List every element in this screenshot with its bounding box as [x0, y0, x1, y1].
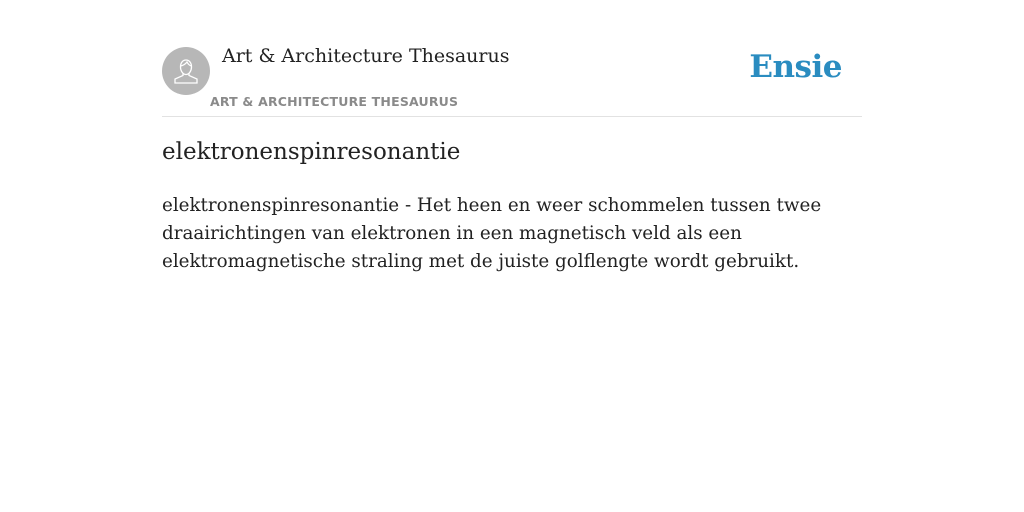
author-name[interactable]: Art & Architecture Thesaurus — [222, 45, 510, 67]
user-icon — [171, 56, 201, 86]
header — [162, 0, 862, 117]
definition-text: elektronenspinresonantie - Het heen en weer schommelen tussen twee draairichtingen van elektronen in een magnetisch veld als een elektromagnetische straling met de juiste golflengte wordt gebruikt. — [162, 195, 822, 272]
source-label[interactable]: ART & ARCHITECTURE THESAURUS — [210, 94, 459, 109]
page-title: elektronenspinresonantie — [162, 139, 461, 165]
avatar[interactable] — [162, 47, 210, 95]
ensie-logo[interactable]: Ensie — [749, 49, 842, 85]
